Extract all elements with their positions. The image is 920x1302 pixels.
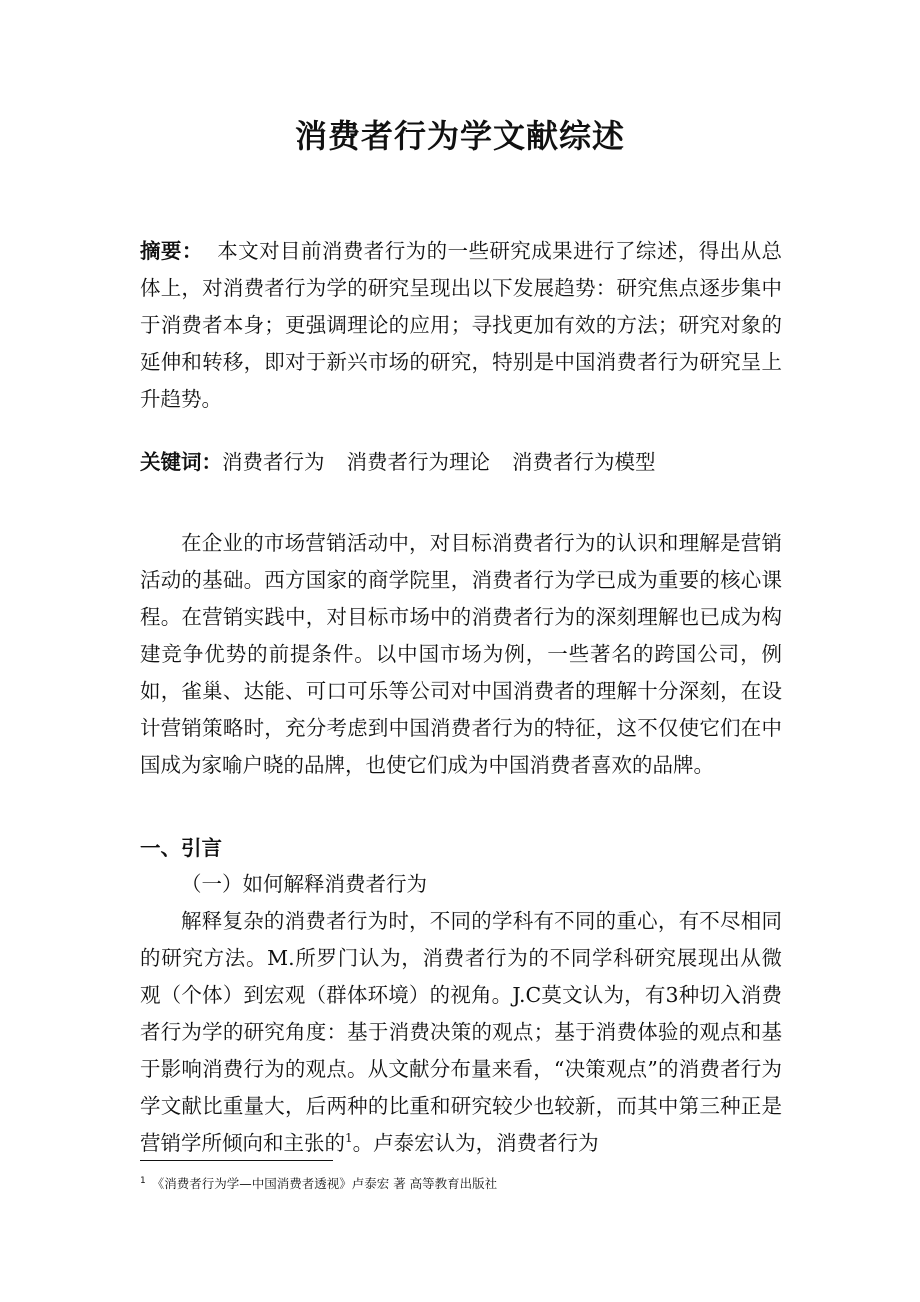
keyword-item: 消费者行为理论 [346,450,490,474]
body-text-continued: 。卢泰宏认为，消费者行为 [352,1131,599,1155]
footnote-text: 《消费者行为学—中国消费者透视》卢泰宏 著 高等教育出版社 [151,1176,498,1192]
intro-paragraph: 在企业的市场营销活动中，对目标消费者行为的认识和理解是营销活动的基础。西方国家的商学院里，消费者行为学已成为重要的核心课程。在营销实践中，对目标市场中的消费者行为的深刻理解也已成为构建竞争优势的前提条件。以中国市场为例，一些著名的跨国公司，例如，雀巢、达能、可口可乐等公司对中国消费者的理解十分深刻，在设计营销策略时，充分考虑到中国消费者行为的特征，这不仅使它们在中国成为家喻户晓的品牌，也使它们成为中国消费者喜欢的品牌。 [140,531,782,777]
footnote-number: 1 [140,1176,146,1186]
subsection-heading: （一）如何解释消费者行为 [181,872,427,896]
footnote [140,1172,782,1193]
body-paragraph [140,903,782,1162]
abstract-label: 摘要： [140,239,203,263]
abstract-text: 本文对目前消费者行为的一些研究成果进行了综述，得出从总体上，对消费者行为学的研究呈现出以下发展趋势：研究焦点逐步集中于消费者本身；更强调理论的应用；寻找更加有效的方法；研究对象的延伸和转移，即对于新兴市场的研究，特别是中国消费者行为研究呈上升趋势。 [140,239,783,411]
keyword-item: 消费者行为 [222,450,325,474]
body-text: 解释复杂的消费者行为时，不同的学科有不同的重心，有不尽相同的研究方法。M.所罗门认为，消费者行为的不同学科研究展现出从微观（个体）到宏观（群体环境）的视角。J.C莫文认为，有3种切入消费者行为学的研究角度：基于消费决策的观点；基于消费体验的观点和基于影响消费行为的观点。从文献分布量来看，“决策观点”的消费者行为学文献比重量大，后两种的比重和研究较少也较新，而其中第三种正是营销学所倾向和主张的 [140,909,782,1155]
page-title: 消费者行为学文献综述 [294,117,625,155]
keyword-item: 消费者行为模型 [512,450,656,474]
abstract [140,233,782,418]
keywords-label: 关键词： [140,450,222,474]
footnote-divider [140,1160,333,1161]
footnote-ref-mark[interactable]: 1 [345,1131,353,1146]
section-heading-introduction: 一、引言 [140,836,222,860]
keywords [140,444,782,481]
